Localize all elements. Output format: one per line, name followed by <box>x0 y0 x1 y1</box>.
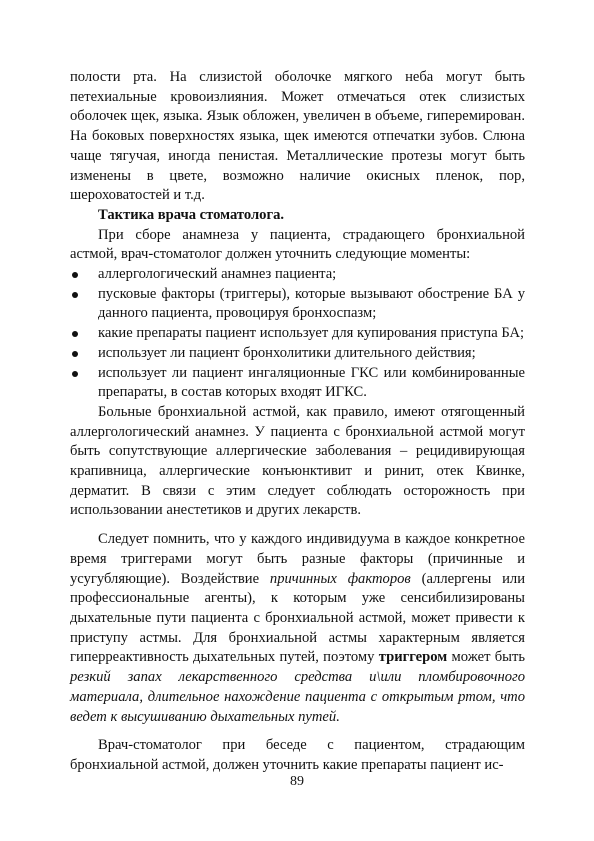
list-item <box>70 364 525 403</box>
paragraph-allergy-history: Больные бронхиальной астмой, как правило, имеют отягощенный аллергологический анамнез. У пациента с бронхиальной астмой могут быть сопутствующие аллергические заболевания – рецидивирующая крапивница, аллергические конъюнктивит и ринит, отек Квинке, дерматит. В связи с этим следует соблюдать осторожность при использовании анестетиков и других лекарств. <box>70 403 525 519</box>
section-heading: Тактика врача стоматолога. <box>98 206 285 223</box>
bullet-icon <box>72 272 78 278</box>
italic-term: причинных факторов <box>269 570 411 587</box>
text-run: (аллергены или профессиональные агенты), к которым уже сенсибилизированы дыхательные пути пациента с бронхиальной астмой, может привести к приступу астмы. Для бронхиальной астмы характерным является гиперреактивность дыхательных путей, поэтому <box>70 570 525 666</box>
italic-trigger-description: резкий запах лекарственного средства и\или пломбировочного материала, длительное нахождение пациента с открытым ртом, что ведет к высушиванию дыхательных путей. <box>70 669 525 725</box>
paragraph-oral-findings: полости рта. На слизистой оболочке мягкого неба могут быть петехиальные кровоизлияния. Может отмечаться отек слизистых оболочек щек, языка. Язык обложен, увеличен в объеме, гиперемирован. На боковых поверхностях языка, щек имеются отпечатки зубов. Слюна чаще тягучая, иногда пенистая. Металлические протезы могут быть изменены в цвете, возможно наличие окисных пленок, пор, шероховатостей и т.д. <box>70 69 525 204</box>
page-number: 89 <box>290 774 304 789</box>
paragraph-gap <box>70 727 525 736</box>
bullet-icon <box>72 331 78 337</box>
bold-term: триггером <box>378 649 448 666</box>
list-item-text: какие препараты пациент использует для купирования приступа БА; <box>98 325 525 342</box>
list-item <box>70 324 525 344</box>
paragraph-anamnesis-intro: При сборе анамнеза у пациента, страдающего бронхиальной астмой, врач-стоматолог должен уточнить следующие моменты: <box>70 226 525 263</box>
body-text <box>70 68 525 776</box>
bullet-icon <box>72 351 78 357</box>
list-item-text: пусковые факторы (триггеры), которые вызывают обострение БА у данного пациента, провоцируя бронхоспазм; <box>98 285 525 322</box>
list-item <box>70 285 525 324</box>
list-item <box>70 265 525 285</box>
list-item-text: использует ли пациент ингаляционные ГКС или комбинированные препараты, в состав которых входят ИГКС. <box>98 364 525 401</box>
paragraph-gap <box>70 521 525 530</box>
text-run: Следует помнить, что у каждого индивидуума в каждое конкретное время триггерами могут быть разные факторы (причинные и усугубляющие). Воздействие <box>70 531 525 587</box>
paragraph-triggers <box>70 530 525 727</box>
list-item-text: аллергологический анамнез пациента; <box>98 266 337 283</box>
text-run: может быть <box>447 649 525 666</box>
list-item <box>70 344 525 364</box>
anamnesis-checklist <box>70 265 525 403</box>
list-item-text: использует ли пациент бронхолитики длительного действия; <box>98 344 476 361</box>
paragraph-medications: Врач-стоматолог при беседе с пациентом, страдающим бронхиальной астмой, должен уточнить какие препараты пациент ис- <box>70 737 525 773</box>
bullet-icon <box>72 292 78 298</box>
bullet-icon <box>72 371 78 377</box>
